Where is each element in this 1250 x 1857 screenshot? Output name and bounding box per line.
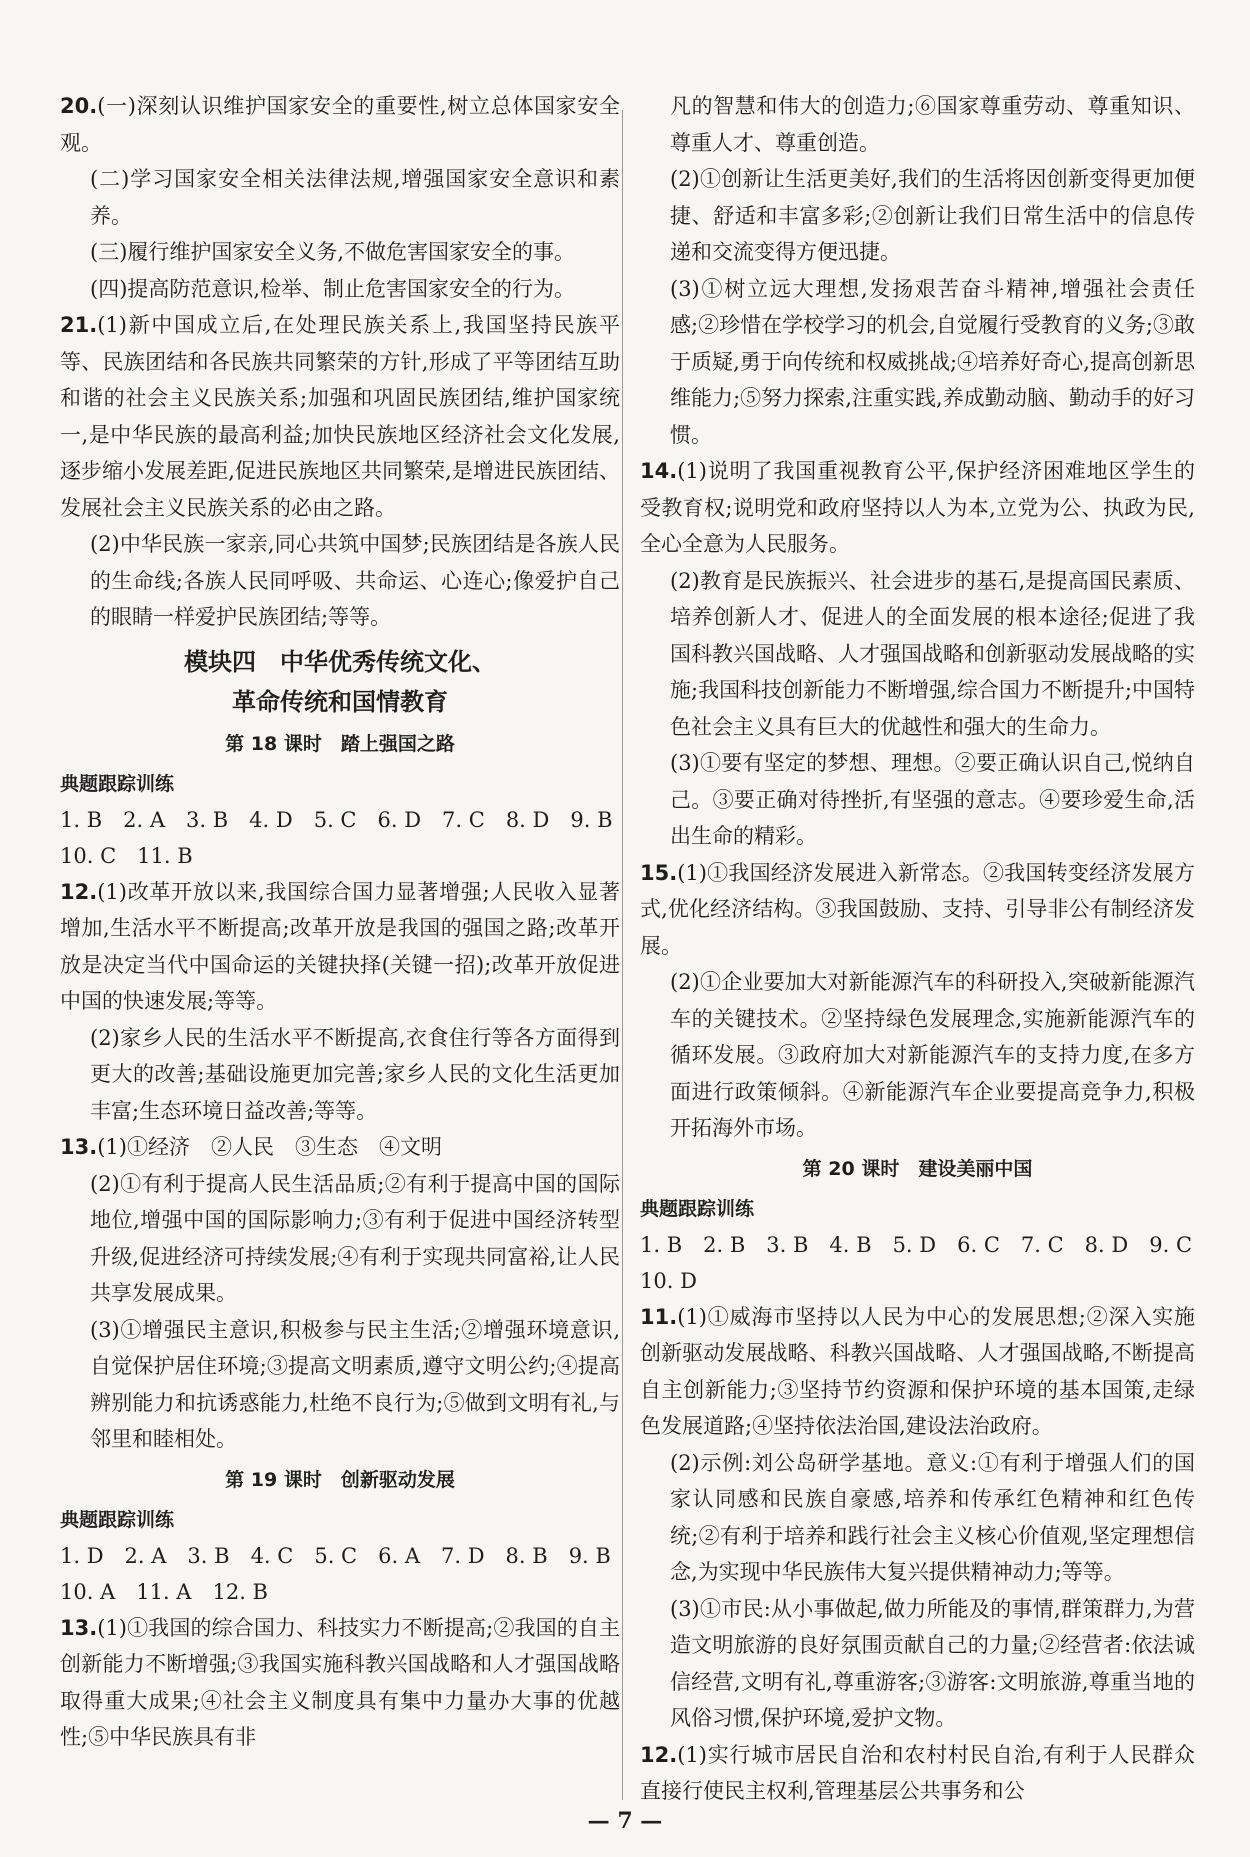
choice-answers: 1. B 2. A 3. B 4. D 5. C 6. D 7. C 8. D 9. B [60, 807, 613, 832]
answer-line: (二)学习国家安全相关法律法规,增强国家安全意识和素养。 [90, 167, 620, 228]
choice-answers: 1. D 2. A 3. B 4. C 5. C 6. A 7. D 8. B 9. B [60, 1543, 611, 1568]
question-12 [60, 874, 620, 1130]
question-number: 20. [60, 94, 98, 118]
choice-answers: 10. C 11. B [60, 843, 193, 868]
answer-line: (3)①树立远大理想,发扬艰苦奋斗精神,增强社会责任感;②珍惜在学校学习的机会,自觉履行受教育的义务;③敢于质疑,勇于向传统和权威挑战;④培养好奇心,提高创新思维能力;⑤努力探索,注重实践,养成勤动脑、勤动手的好习惯。 [670, 276, 1195, 447]
question-20 [60, 88, 620, 307]
question-13 [60, 1610, 620, 1756]
answer-line: (一)深刻认识维护国家安全的重要性,树立总体国家安全观。 [60, 94, 620, 155]
question-21 [60, 307, 620, 636]
page-number: — 7 — [587, 1808, 663, 1834]
answer-line: (1)改革开放以来,我国综合国力显著增强;人民收入显著增加,生活水平不断提高;改革开放是我国的强国之路;改革开放是决定当代中国命运的关键抉择(关键一招);改革开放促进中国的快速发展;等等。 [60, 879, 620, 1013]
question-13 [60, 1129, 620, 1458]
left-column [60, 88, 620, 1756]
answer-line: (2)①创新让生活更美好,我们的生活将因创新变得更加便捷、舒适和丰富多彩;②创新让我们日常生活中的信息传递和交流变得方便迅捷。 [670, 167, 1195, 264]
question-number: 12. [60, 879, 98, 904]
answer-line: (1)①我国的综合国力、科技实力不断提高;②我国的自主创新能力不断增强;③我国实施科教兴国战略和人才强国战略取得重大成果;④社会主义制度具有集中力量办大事的优越性;⑤中华民族具有非 [60, 1615, 620, 1749]
module-title: 革命传统和国情教育 [232, 687, 448, 716]
question-14 [640, 453, 1195, 855]
right-column [640, 88, 1195, 1810]
question-number: 12. [640, 1742, 678, 1767]
answer-line: (1)说明了我国重视教育公平,保护经济困难地区学生的受教育权;说明党和政府坚持以人为本,立党为公、执政为民,全心全意为人民服务。 [640, 459, 1195, 556]
lesson-title: 第 20 课时 建设美丽中国 [802, 1157, 1033, 1180]
answer-line: (1)①威海市坚持以人民为中心的发展思想;②深入实施创新驱动发展战略、科教兴国战略、人才强国战略,不断提高自主创新能力;③坚持节约资源和保护环境的基本国策,走绿色发展道路;④坚持依法治国,建设法治政府。 [640, 1304, 1195, 1438]
question-15 [640, 855, 1195, 1147]
choice-answers: 1. B 2. B 3. B 4. B 5. D 6. C 7. C 8. D 9. C [640, 1232, 1193, 1257]
section-subtitle: 典题跟踪训练 [60, 772, 175, 795]
answer-continuation [640, 88, 1195, 453]
answer-line: (三)履行维护国家安全义务,不做危害国家安全的事。 [90, 240, 576, 264]
answer-line: (1)①经济 ②人民 ③生态 ④文明 [97, 1135, 442, 1159]
choice-answers: 10. A 11. A 12. B [60, 1579, 268, 1604]
question-number: 11. [640, 1304, 678, 1329]
question-number: 13. [60, 1615, 98, 1640]
answer-line: (2)①有利于提高人民生活品质;②有利于提高中国的国际地位,增强中国的国际影响力;③有利于促进中国经济转型升级,促进经济可持续发展;④有利于实现共同富裕,让人民共享发展成果。 [90, 1171, 620, 1305]
lesson-title: 第 19 课时 创新驱动发展 [225, 1468, 455, 1491]
answer-line: (2)中华民族一家亲,同心共筑中国梦;民族团结是各族人民的生命线;各族人民同呼吸、共命运、心连心;像爱护自己的眼睛一样爱护民族团结;等等。 [90, 532, 620, 629]
answer-line: (1)①我国经济发展进入新常态。②我国转变经济发展方式,优化经济结构。③我国鼓励、支持、引导非公有制经济发展。 [640, 860, 1195, 958]
module-title: 模块四 中华优秀传统文化、 [184, 647, 496, 676]
lesson-title: 第 18 课时 踏上强国之路 [225, 732, 455, 755]
answer-line: (2)教育是民族振兴、社会进步的基石,是提高国民素质、培养创新人才、促进人的全面发展的根本途径;促进了我国科教兴国战略、人才强国战略和创新驱动发展战略的实施;我国科技创新能力不断增强,综合国力不断提升;中国特色社会主义具有巨大的优越性和强大的生命力。 [670, 568, 1195, 739]
answer-line: (1)新中国成立后,在处理民族关系上,我国坚持民族平等、民族团结和各民族共同繁荣的方针,形成了平等团结互助和谐的社会主义民族关系;加强和巩固民族团结,维护国家统一,是中华民族的最高利益;加快民族地区经济社会文化发展,逐步缩小发展差距,促进民族地区共同繁荣,是增进民族团结、发展社会主义民族关系的必由之路。 [60, 313, 620, 520]
answer-line: (3)①增强民主意识,积极参与民主生活;②增强环境意识,自觉保护居住环境;③提高文明素质,遵守文明公约;④提高辨别能力和抗诱惑能力,杜绝不良行为;⑤做到文明有礼,与邻里和睦相处。 [90, 1317, 620, 1451]
answer-line: (四)提高防范意识,检举、制止危害国家安全的行为。 [90, 276, 576, 301]
question-number: 21. [60, 313, 98, 337]
choice-answers: 10. D [640, 1268, 697, 1293]
question-number: 14. [640, 459, 678, 483]
answer-line: 凡的智慧和伟大的创造力;⑥国家尊重劳动、尊重知识、尊重人才、尊重创造。 [670, 94, 1195, 155]
answer-line: (3)①市民:从小事做起,做力所能及的事情,群策群力,为营造文明旅游的良好氛围贡献自己的力量;②经营者:依法诚信经营,文明有礼,尊重游客;③游客:文明旅游,尊重当地的风俗习惯,保护环境,爱护文物。 [670, 1596, 1195, 1730]
question-11 [640, 1299, 1195, 1737]
question-number: 13. [60, 1135, 98, 1159]
answer-line: (2)示例:刘公岛研学基地。意义:①有利于增强人们的国家认同感和民族自豪感,培养和传承红色精神和红色传统;②有利于培养和践行社会主义核心价值观,坚定理想信念,为实现中华民族伟大复兴提供精神动力;等等。 [670, 1450, 1195, 1584]
question-12 [640, 1737, 1195, 1810]
section-subtitle: 典题跟踪训练 [60, 1508, 175, 1531]
column-divider [622, 110, 623, 1800]
answer-line: (2)①企业要加大对新能源汽车的科研投入,突破新能源汽车的关键技术。②坚持绿色发展理念,实施新能源汽车的循环发展。③政府加大对新能源汽车的支持力度,在多方面进行政策倾斜。④新能源汽车企业要提高竞争力,积极开拓海外市场。 [670, 970, 1195, 1140]
question-number: 15. [640, 860, 678, 885]
answer-line: (1)实行城市居民自治和农村村民自治,有利于人民群众直接行使民主权利,管理基层公共事务和公 [640, 1742, 1195, 1803]
section-subtitle: 典题跟踪训练 [640, 1197, 755, 1220]
answer-line: (3)①要有坚定的梦想、理想。②要正确认识自己,悦纳自己。③要正确对待挫折,有坚强的意志。④要珍爱生命,活出生命的精彩。 [670, 751, 1195, 848]
answer-line: (2)家乡人民的生活水平不断提高,衣食住行等各方面得到更大的改善;基础设施更加完善;家乡人民的文化生活更加丰富;生态环境日益改善;等等。 [90, 1025, 620, 1123]
